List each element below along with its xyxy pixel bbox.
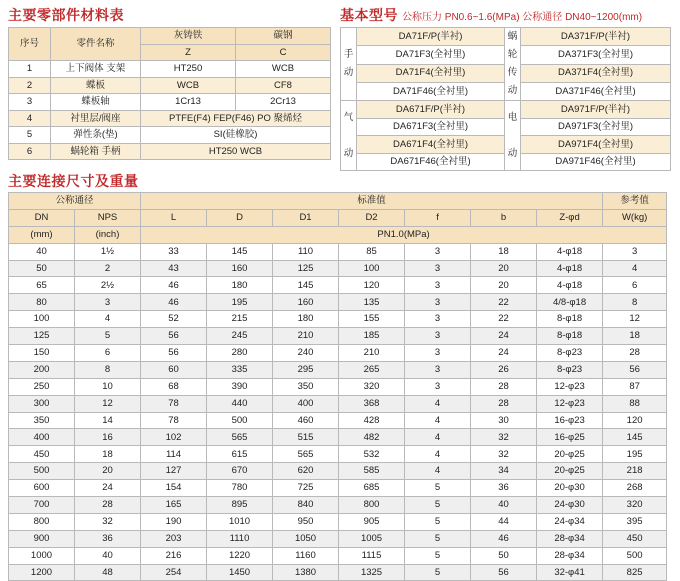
cell: 28 (471, 378, 537, 395)
cell: 28 (471, 395, 537, 412)
cell: 620 (273, 463, 339, 480)
cell: 500 (9, 463, 75, 480)
cell: 14 (75, 412, 141, 429)
cell: 400 (273, 395, 339, 412)
cell: 585 (339, 463, 405, 480)
cell: 895 (207, 497, 273, 514)
cell: 3 (405, 345, 471, 362)
table-row (9, 412, 667, 429)
pressure-label: PN1.0(MPa) (141, 226, 667, 243)
cell: 1010 (207, 513, 273, 530)
cell: 18 (75, 446, 141, 463)
cell: 40 (75, 547, 141, 564)
cell: 4 (405, 429, 471, 446)
cell: 145 (273, 277, 339, 294)
cell: 32 (75, 513, 141, 530)
cell: 840 (273, 497, 339, 514)
cell: 125 (9, 328, 75, 345)
header-standard: 标准值 (141, 193, 603, 210)
cell: 12-φ23 (537, 378, 603, 395)
cell: 320 (603, 497, 667, 514)
col-w: W(kg) (603, 209, 667, 226)
cell: 114 (141, 446, 207, 463)
cell: 100 (9, 311, 75, 328)
cell: 87 (603, 378, 667, 395)
model-item: DA671F/P(半衬) (357, 101, 505, 119)
table-row (9, 294, 667, 311)
cell: 4 (75, 311, 141, 328)
cell: 5 (405, 564, 471, 581)
cell: 500 (207, 412, 273, 429)
cell: HT250 WCB (141, 143, 331, 160)
cell: 482 (339, 429, 405, 446)
cell: 3 (75, 294, 141, 311)
cell: 1000 (9, 547, 75, 564)
group-label-worm: 蜗 轮 传 动 (505, 28, 521, 101)
cell: 1160 (273, 547, 339, 564)
cell: 210 (273, 328, 339, 345)
table-row (9, 429, 667, 446)
cell: 1Cr13 (141, 94, 236, 111)
table-row (9, 143, 331, 160)
cell: 8-φ23 (537, 361, 603, 378)
model-item: DA371F4(全衬里) (521, 64, 671, 82)
cell: 1450 (207, 564, 273, 581)
table-row (9, 94, 331, 111)
cell: HT250 (141, 61, 236, 78)
cell: 40 (471, 497, 537, 514)
cell: 3 (405, 294, 471, 311)
col-dn: DN (9, 209, 75, 226)
cell: 18 (603, 328, 667, 345)
cell: 10 (75, 378, 141, 395)
cell: 46 (471, 530, 537, 547)
cell: 5 (405, 530, 471, 547)
cell: 127 (141, 463, 207, 480)
cell: 30 (471, 412, 537, 429)
table-row (9, 530, 667, 547)
cell: 210 (339, 345, 405, 362)
cell: 46 (141, 294, 207, 311)
header-reference: 参考值 (603, 193, 667, 210)
cell: 800 (9, 513, 75, 530)
cell: 725 (273, 480, 339, 497)
cell: 3 (9, 94, 51, 111)
cell: 3 (405, 361, 471, 378)
model-item: DA971F3(全衬里) (521, 118, 671, 136)
cell: 20 (471, 277, 537, 294)
dims-table (8, 192, 667, 581)
model-item: DA71F/P(半衬) (357, 28, 505, 46)
models-subtitle: 公称压力 PN0.6~1.6(MPa) 公称通径 DN40~1200(mm) (402, 12, 643, 23)
cell: 190 (141, 513, 207, 530)
model-item: DA671F3(全衬里) (357, 118, 505, 136)
cell: 8 (603, 294, 667, 311)
cell: 154 (141, 480, 207, 497)
cell: 12 (603, 311, 667, 328)
group-label-manual: 手 动 (341, 28, 357, 101)
cell: 6 (75, 345, 141, 362)
model-item: DA971F46(全衬里) (521, 153, 671, 171)
table-row (9, 61, 331, 78)
cell: 2½ (75, 277, 141, 294)
cell: 5 (9, 127, 51, 144)
cell: 110 (273, 243, 339, 260)
cell: 56 (141, 345, 207, 362)
cell: 245 (207, 328, 273, 345)
header-mat2-code: C (236, 44, 331, 61)
cell: 56 (141, 328, 207, 345)
cell: 32 (471, 429, 537, 446)
cell: 衬里层/阀座 (51, 110, 141, 127)
cell: 1200 (9, 564, 75, 581)
cell: 685 (339, 480, 405, 497)
cell: 24 (471, 328, 537, 345)
cell: 3 (405, 243, 471, 260)
cell: 40 (9, 243, 75, 260)
cell: 56 (603, 361, 667, 378)
cell: 240 (273, 345, 339, 362)
cell: 20-φ25 (537, 446, 603, 463)
cell: 280 (207, 345, 273, 362)
cell: 700 (9, 497, 75, 514)
cell: 160 (207, 260, 273, 277)
table-row (9, 446, 667, 463)
cell: 780 (207, 480, 273, 497)
cell: 2Cr13 (236, 94, 331, 111)
header-mat1-code: Z (141, 44, 236, 61)
cell: 6 (603, 277, 667, 294)
cell: 395 (603, 513, 667, 530)
cell: CF8 (236, 77, 331, 94)
cell: 1110 (207, 530, 273, 547)
cell: 135 (339, 294, 405, 311)
cell: 300 (9, 395, 75, 412)
col-b: b (471, 209, 537, 226)
cell: 26 (471, 361, 537, 378)
cell: 120 (339, 277, 405, 294)
cell: 155 (339, 311, 405, 328)
models-title-text: 基本型号 (340, 7, 398, 23)
cell: 1325 (339, 564, 405, 581)
nps-unit: (inch) (75, 226, 141, 243)
cell: 4-φ18 (537, 260, 603, 277)
col-d2: D2 (339, 209, 405, 226)
model-item: DA71F46(全衬里) (357, 82, 505, 100)
cell: 615 (207, 446, 273, 463)
cell: 515 (273, 429, 339, 446)
cell: 180 (273, 311, 339, 328)
cell: 1380 (273, 564, 339, 581)
cell: 218 (603, 463, 667, 480)
cell: 160 (273, 294, 339, 311)
table-row (9, 480, 667, 497)
model-item: DA71F4(全衬里) (357, 64, 505, 82)
table-row (9, 547, 667, 564)
cell: 78 (141, 395, 207, 412)
cell: 320 (339, 378, 405, 395)
model-item: DA971F4(全衬里) (521, 136, 671, 154)
parts-title: 主要零部件材料表 (8, 7, 124, 23)
cell: 215 (207, 311, 273, 328)
cell: 4 (603, 260, 667, 277)
cell: 20 (471, 260, 537, 277)
cell: 蝶板 (51, 77, 141, 94)
cell: 4-φ18 (537, 277, 603, 294)
models-table (340, 27, 671, 171)
cell: 24-φ30 (537, 497, 603, 514)
cell: PTFE(F4) FEP(F46) PO 聚烯烃 (141, 110, 331, 127)
cell: 33 (141, 243, 207, 260)
cell: 1½ (75, 243, 141, 260)
cell: 24 (75, 480, 141, 497)
cell: 4/8-φ18 (537, 294, 603, 311)
model-item: DA371F3(全衬里) (521, 46, 671, 64)
model-item: DA971F/P(半衬) (521, 101, 671, 119)
header-mat2: 碳钢 (236, 28, 331, 45)
model-item: DA671F4(全衬里) (357, 136, 505, 154)
cell: 52 (141, 311, 207, 328)
cell: 203 (141, 530, 207, 547)
cell: 上下阀体 支架 (51, 61, 141, 78)
cell: 22 (471, 294, 537, 311)
cell: 125 (273, 260, 339, 277)
group-label-pneumatic: 气 动 (341, 101, 357, 171)
cell: 428 (339, 412, 405, 429)
cell: 8-φ23 (537, 345, 603, 362)
cell: 2 (9, 77, 51, 94)
table-row (9, 513, 667, 530)
dims-title: 主要连接尺寸及重量 (8, 173, 139, 189)
table-row (9, 378, 667, 395)
cell: 900 (9, 530, 75, 547)
cell: 3 (405, 311, 471, 328)
cell: 195 (603, 446, 667, 463)
table-row (9, 260, 667, 277)
cell: 5 (405, 497, 471, 514)
cell: 12 (75, 395, 141, 412)
cell: 5 (405, 547, 471, 564)
cell: 950 (273, 513, 339, 530)
cell: 5 (405, 513, 471, 530)
cell: 3 (603, 243, 667, 260)
cell: 4 (405, 395, 471, 412)
cell: 368 (339, 395, 405, 412)
cell: 8 (75, 361, 141, 378)
cell: 145 (207, 243, 273, 260)
cell: 3 (405, 328, 471, 345)
col-z: Z-φd (537, 209, 603, 226)
cell: 32-φ41 (537, 564, 603, 581)
cell: 254 (141, 564, 207, 581)
cell: 16 (75, 429, 141, 446)
header-name: 零件名称 (51, 28, 141, 61)
cell: 600 (9, 480, 75, 497)
cell: 4-φ18 (537, 243, 603, 260)
models-title (340, 5, 642, 25)
cell: 20 (75, 463, 141, 480)
cell: 50 (9, 260, 75, 277)
parts-table (8, 27, 331, 160)
col-nps: NPS (75, 209, 141, 226)
table-row (9, 395, 667, 412)
cell: 88 (603, 395, 667, 412)
col-d: D (207, 209, 273, 226)
cell: 蜗轮箱 手柄 (51, 143, 141, 160)
cell: 1115 (339, 547, 405, 564)
cell: 44 (471, 513, 537, 530)
table-row (9, 110, 331, 127)
cell: 440 (207, 395, 273, 412)
cell: 250 (9, 378, 75, 395)
cell: 60 (141, 361, 207, 378)
cell: 20-φ30 (537, 480, 603, 497)
cell: 4 (405, 412, 471, 429)
cell: 180 (207, 277, 273, 294)
table-row (9, 243, 667, 260)
col-l: L (141, 209, 207, 226)
cell: 弹性条(垫) (51, 127, 141, 144)
cell: 16-φ25 (537, 429, 603, 446)
table-row (9, 345, 667, 362)
cell: 165 (141, 497, 207, 514)
cell: 28 (603, 345, 667, 362)
cell: 28-φ34 (537, 530, 603, 547)
dn-unit: (mm) (9, 226, 75, 243)
cell: 145 (603, 429, 667, 446)
cell: 68 (141, 378, 207, 395)
cell: 20-φ25 (537, 463, 603, 480)
col-d1: D1 (273, 209, 339, 226)
table-row (9, 277, 667, 294)
cell: 46 (141, 277, 207, 294)
cell: 78 (141, 412, 207, 429)
cell: 4 (9, 110, 51, 127)
cell: 295 (273, 361, 339, 378)
cell: 800 (339, 497, 405, 514)
col-f: f (405, 209, 471, 226)
cell: 350 (9, 412, 75, 429)
cell: 3 (405, 277, 471, 294)
cell: WCB (141, 77, 236, 94)
table-row (9, 328, 667, 345)
cell: 185 (339, 328, 405, 345)
cell: 102 (141, 429, 207, 446)
model-item: DA71F3(全衬里) (357, 46, 505, 64)
cell: 43 (141, 260, 207, 277)
model-item: DA371F46(全衬里) (521, 82, 671, 100)
cell: 56 (471, 564, 537, 581)
cell: 34 (471, 463, 537, 480)
cell: 390 (207, 378, 273, 395)
model-item: DA371F/P(半衬) (521, 28, 671, 46)
cell: 36 (75, 530, 141, 547)
cell: 460 (273, 412, 339, 429)
cell: 400 (9, 429, 75, 446)
group-label-electric: 电 动 (505, 101, 521, 171)
cell: 670 (207, 463, 273, 480)
table-row (9, 497, 667, 514)
cell: 216 (141, 547, 207, 564)
cell: 4 (405, 446, 471, 463)
cell: 28 (75, 497, 141, 514)
cell: 1050 (273, 530, 339, 547)
cell: 28-φ34 (537, 547, 603, 564)
cell: 565 (207, 429, 273, 446)
cell: 565 (273, 446, 339, 463)
cell: 32 (471, 446, 537, 463)
table-row (9, 463, 667, 480)
cell: 3 (405, 378, 471, 395)
cell: 335 (207, 361, 273, 378)
cell: 450 (9, 446, 75, 463)
cell: 24-φ34 (537, 513, 603, 530)
header-nominal: 公称通径 (9, 193, 141, 210)
cell: 5 (405, 480, 471, 497)
table-row (9, 311, 667, 328)
table-row (9, 361, 667, 378)
cell: 8-φ18 (537, 311, 603, 328)
cell: 36 (471, 480, 537, 497)
header-no: 序号 (9, 28, 51, 61)
cell: 3 (405, 260, 471, 277)
cell: 120 (603, 412, 667, 429)
cell: 1005 (339, 530, 405, 547)
model-item: DA671F46(全衬里) (357, 153, 505, 171)
cell: 6 (9, 143, 51, 160)
cell: 22 (471, 311, 537, 328)
cell: 5 (75, 328, 141, 345)
table-row (9, 564, 667, 581)
cell: 532 (339, 446, 405, 463)
cell: 100 (339, 260, 405, 277)
cell: 1220 (207, 547, 273, 564)
table-row (9, 77, 331, 94)
cell: 350 (273, 378, 339, 395)
cell: 905 (339, 513, 405, 530)
cell: 8-φ18 (537, 328, 603, 345)
cell: 500 (603, 547, 667, 564)
cell: 265 (339, 361, 405, 378)
cell: 80 (9, 294, 75, 311)
cell: 蝶板轴 (51, 94, 141, 111)
table-row (9, 127, 331, 144)
cell: 12-φ23 (537, 395, 603, 412)
cell: 65 (9, 277, 75, 294)
cell: 150 (9, 345, 75, 362)
cell: 450 (603, 530, 667, 547)
cell: 200 (9, 361, 75, 378)
cell: 268 (603, 480, 667, 497)
cell: 85 (339, 243, 405, 260)
cell: 2 (75, 260, 141, 277)
cell: 4 (405, 463, 471, 480)
cell: 195 (207, 294, 273, 311)
cell: 825 (603, 564, 667, 581)
cell: 18 (471, 243, 537, 260)
cell: 50 (471, 547, 537, 564)
cell: SI(硅橡胶) (141, 127, 331, 144)
cell: 24 (471, 345, 537, 362)
header-mat1: 灰铸铁 (141, 28, 236, 45)
cell: 1 (9, 61, 51, 78)
cell: WCB (236, 61, 331, 78)
cell: 48 (75, 564, 141, 581)
cell: 16-φ23 (537, 412, 603, 429)
